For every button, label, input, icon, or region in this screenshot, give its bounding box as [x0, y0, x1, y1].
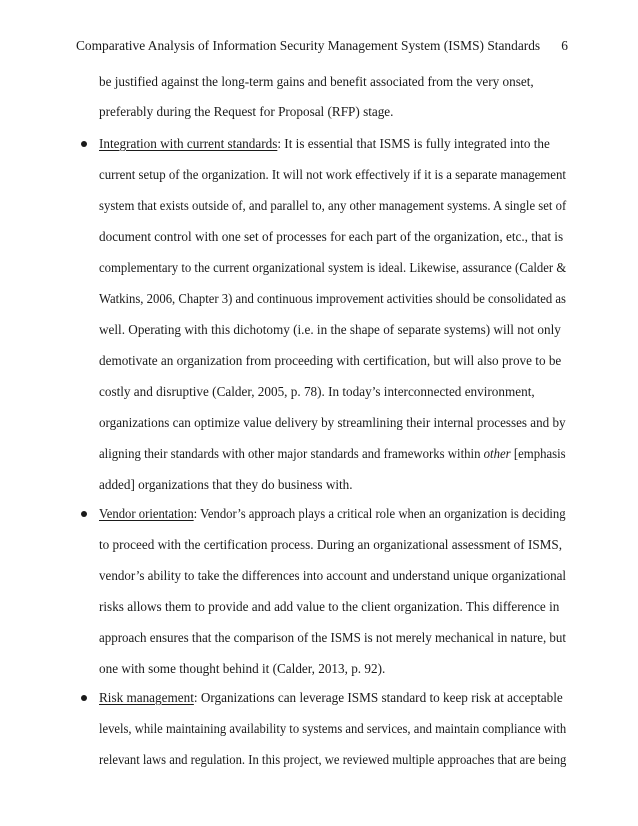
- text-line: costly and disruptive (Calder, 2005, p. 78). In today’s interconnected environment,: [99, 384, 535, 399]
- bullet-term: Integration with current standards: [99, 136, 278, 151]
- running-title: Comparative Analysis of Information Security Management System (ISMS) Standards: [76, 38, 541, 53]
- text-line: vendor’s ability to take the differences into account and understand unique organizational: [99, 568, 567, 583]
- bullet-marker: [81, 695, 87, 701]
- text-line: Watkins, 2006, Chapter 3) and continuous improvement activities should be consolidated as: [99, 291, 566, 306]
- running-header: [76, 37, 568, 55]
- text-line: [99, 445, 566, 463]
- bullet-item-integration: [99, 135, 550, 153]
- text-span: aligning their standards with other major standards and frameworks within: [99, 446, 484, 461]
- text-line: preferably during the Request for Proposal (RFP) stage.: [99, 104, 394, 119]
- text-line: to proceed with the certification process. During an organizational assessment of ISMS,: [99, 537, 563, 552]
- bullet-marker: [81, 511, 87, 517]
- text-line: one with some thought behind it (Calder, 2013, p. 92).: [99, 661, 386, 676]
- text-line: complementary to the current organizational system is ideal. Likewise, assurance (Calder &: [99, 260, 567, 275]
- page-number: 6: [561, 38, 568, 53]
- text-line: current setup of the organization. It will not work effectively if it is a separate management: [99, 167, 566, 182]
- text-line: document control with one set of processes for each part of the organization, etc., that is: [99, 229, 564, 244]
- bullet-term: Vendor orientation: [99, 506, 194, 521]
- text-line: system that exists outside of, and parallel to, any other management systems. A single set of: [99, 198, 567, 213]
- text-line: well. Operating with this dichotomy (i.e. in the shape of separate systems) will not only: [99, 322, 561, 337]
- text-line: approach ensures that the comparison of the ISMS is not merely mechanical in nature, but: [99, 630, 567, 645]
- text-line: levels, while maintaining availability to systems and services, and maintain compliance with: [99, 721, 567, 736]
- emphasis-word: other: [483, 446, 511, 461]
- bullet-item-risk: [99, 689, 563, 707]
- bullet-marker: [81, 141, 87, 147]
- text-line: organizations can optimize value delivery by streamlining their internal processes and by: [99, 415, 566, 430]
- bullet-text: : It is essential that ISMS is fully integrated into the: [277, 136, 550, 151]
- text-span: [emphasis: [510, 446, 566, 461]
- text-line: risks allows them to provide and add value to the client organization. This difference in: [99, 599, 560, 614]
- text-line: added] organizations that they do business with.: [99, 477, 353, 492]
- bullet-item-vendor: [99, 505, 566, 523]
- bullet-text: : Vendor’s approach plays a critical role when an organization is deciding: [193, 506, 566, 521]
- text-line: be justified against the long-term gains and benefit associated from the very onset,: [99, 74, 534, 89]
- bullet-term: Risk management: [99, 690, 194, 705]
- bullet-text: : Organizations can leverage ISMS standard to keep risk at acceptable: [193, 690, 563, 705]
- text-line: demotivate an organization from proceeding with certification, but will also prove to be: [99, 353, 562, 368]
- text-line: relevant laws and regulation. In this project, we reviewed multiple approaches that are being: [99, 752, 567, 767]
